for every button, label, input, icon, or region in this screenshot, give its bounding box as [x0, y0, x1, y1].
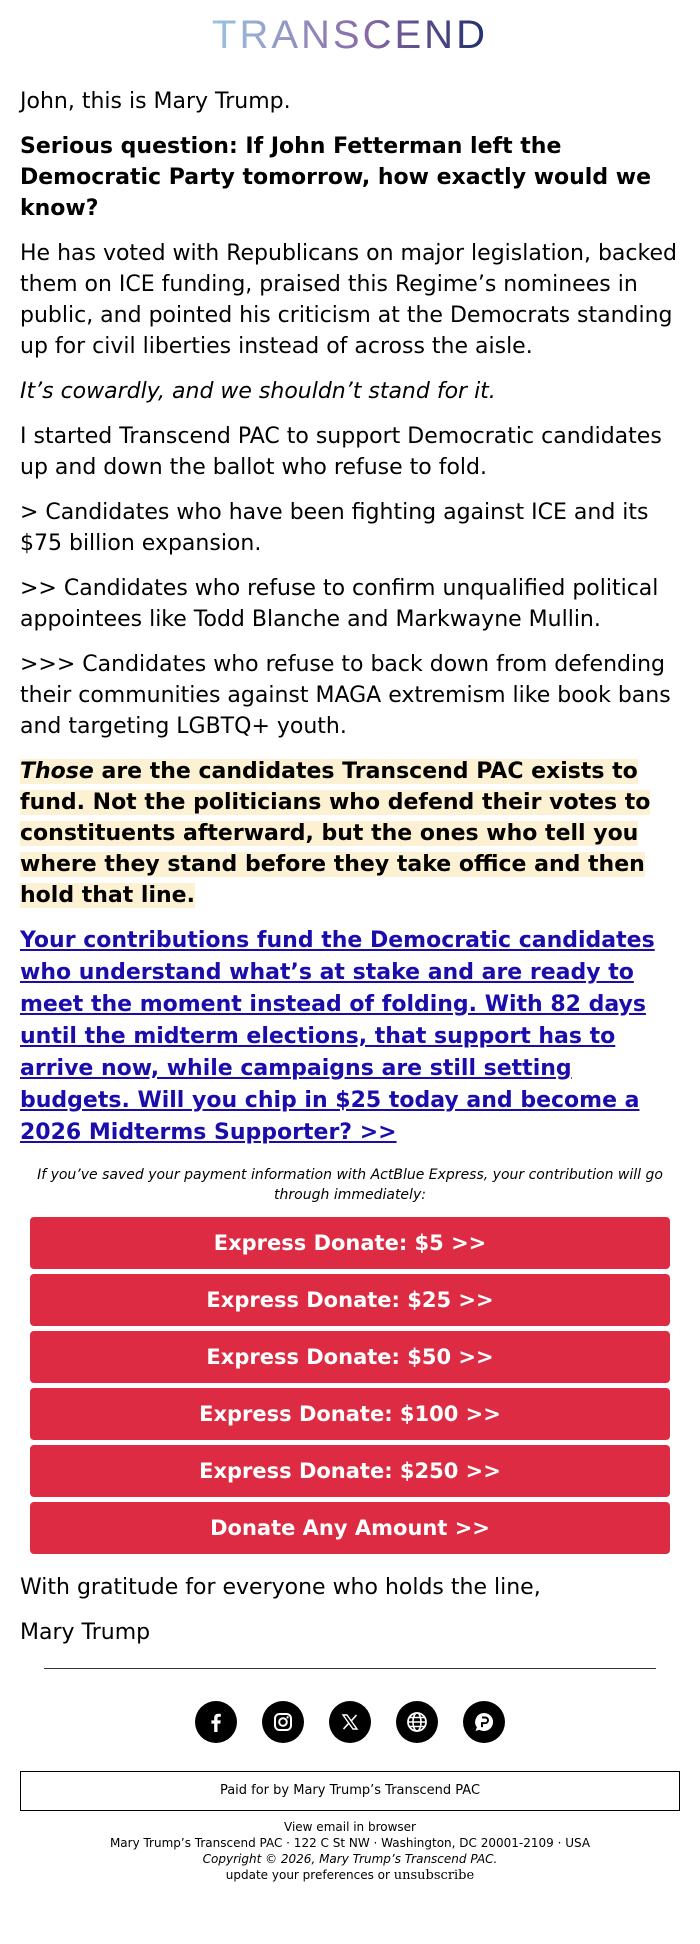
view-in-browser-link[interactable]: View email in browser: [284, 1820, 416, 1834]
donate-button-group: [0, 1217, 700, 1554]
footer: [0, 1819, 700, 1884]
highlight-rest: are the candidates Transcend PAC exists to fund. Not the politicians who defend their votes to constituents afterward, but the ones who tell you where they stand before they take office and then hold that line.: [20, 759, 651, 908]
highlight-paragraph: [20, 756, 680, 911]
express-donate-50-button[interactable]: Express Donate: $50 >>: [30, 1331, 670, 1383]
footer-prefs-text: update your preferences or: [225, 1868, 394, 1882]
bullet-1: > Candidates who have been fighting against ICE and its $75 billion expansion.: [20, 500, 649, 556]
footer-copyright: Copyright © 2026, Mary Trump’s Transcend PAC.: [202, 1852, 498, 1866]
bullet-3: >>> Candidates who refuse to back down from defending their communities against MAGA extremism like book bans and targeting LGBTQ+ youth.: [20, 652, 671, 739]
unsubscribe-link[interactable]: unsubscribe: [393, 1868, 475, 1883]
globe-icon[interactable]: [396, 1701, 438, 1743]
headline: Serious question: If John Fetterman left the Democratic Party tomorrow, how exactly would we know?: [20, 134, 651, 221]
highlight-lead: Those: [20, 759, 94, 784]
donate-any-amount-button[interactable]: Donate Any Amount >>: [30, 1502, 670, 1554]
signature: Mary Trump: [20, 1620, 151, 1645]
facebook-icon[interactable]: [195, 1701, 237, 1743]
closing: With gratitude for everyone who holds the line,: [20, 1575, 541, 1600]
chat-icon[interactable]: [463, 1701, 505, 1743]
instagram-icon[interactable]: [262, 1701, 304, 1743]
express-donate-25-button[interactable]: Express Donate: $25 >>: [30, 1274, 670, 1326]
paragraph-1: He has voted with Republicans on major legislation, backed them on ICE funding, praised this Regime’s nominees in public, and pointed his criticism at the Democrats standing up for civil liberties instead of across the aisle.: [20, 241, 677, 359]
transcend-logo: [0, 0, 700, 60]
paragraph-2: It’s cowardly, and we shouldn’t stand for it.: [20, 379, 496, 404]
footer-address: Mary Trump’s Transcend PAC · 122 C St NW · Washington, DC 20001-2109 · USA: [109, 1836, 591, 1850]
express-note: If you’ve saved your payment information with ActBlue Express, your contribution will go through immediately:: [37, 1167, 663, 1203]
express-donate-5-button[interactable]: Express Donate: $5 >>: [30, 1217, 670, 1269]
donate-link[interactable]: Your contributions fund the Democratic candidates who understand what’s at stake and are ready to meet the moment instead of folding. With 82 days until the midterm elections, that support has to arrive now, while campaigns are still setting budgets. Will you chip in $25 today and become a 2026 Midterms Supporter? >>: [20, 928, 655, 1145]
express-donate-100-button[interactable]: Express Donate: $100 >>: [30, 1388, 670, 1440]
divider: [44, 1668, 656, 1669]
bullet-2: >> Candidates who refuse to confirm unqualified political appointees like Todd Blanche and Markwayne Mullin.: [20, 576, 659, 632]
paid-for-disclaimer: Paid for by Mary Trump’s Transcend PAC: [20, 1771, 680, 1811]
letter-content: [0, 86, 700, 1149]
x-icon[interactable]: [329, 1701, 371, 1743]
social-links: [0, 1701, 700, 1745]
paragraph-3: I started Transcend PAC to support Democratic candidates up and down the ballot who refuse to fold.: [20, 424, 662, 480]
greeting: John, this is Mary Trump.: [20, 89, 291, 114]
express-donate-250-button[interactable]: Express Donate: $250 >>: [30, 1445, 670, 1497]
logo-text: TRANSCEND: [212, 13, 488, 56]
